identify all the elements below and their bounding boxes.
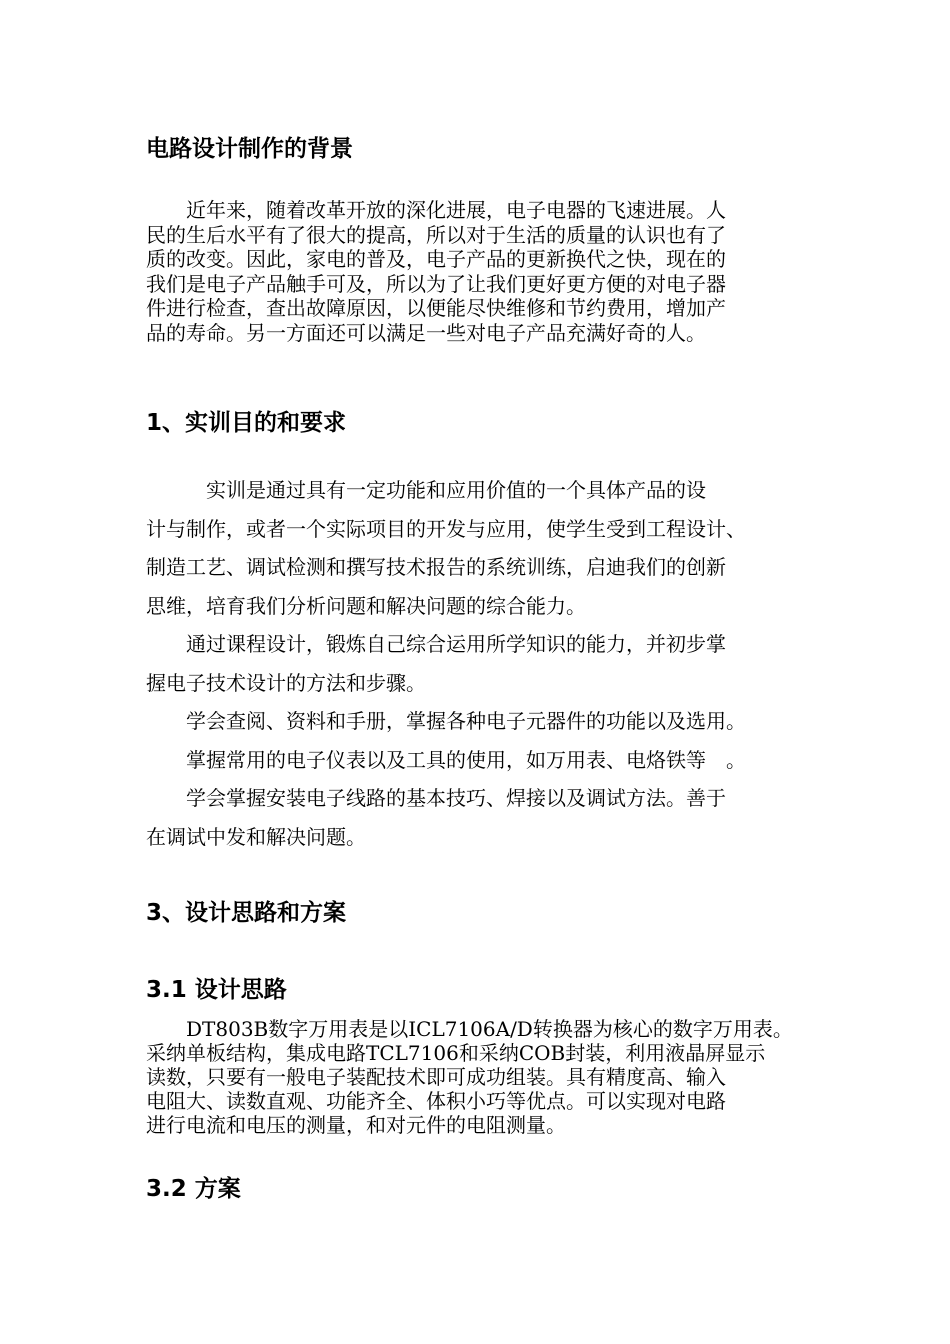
idea-paragraph [146,1017,821,1137]
background-paragraph [146,198,821,345]
goals-line: 计与制作，或者一个实际项目的开发与应用，使学生受到工程设计、 [146,516,746,541]
idea-line: 电阻大、读数直观、功能齐全、体积小巧等优点。可以实现对电路 [146,1089,726,1113]
goals-line: 在调试中发和解决问题。 [146,824,366,849]
goals-line: 掌握常用的电子仪表以及工具的使用，如万用表、电烙铁等 。 [146,747,746,772]
idea-line: 采纳单板结构，集成电路TCL7106和采纳COB封装，利用液晶屏显示 [146,1041,766,1065]
goals-line: 学会查阅、资料和手册，掌握各种电子元器件的功能以及选用。 [146,709,746,733]
goals-paragraph [146,471,821,856]
section-title-goals: 1、实训目的和要求 [146,410,347,436]
subsection-title-idea: 3.1 设计思路 [146,977,287,1003]
background-line: 件进行检查，查出故障原因，以便能尽快维修和节约费用，增加产 [146,296,726,320]
section-title-design: 3、设计思路和方案 [146,900,347,926]
background-line: 我们是电子产品触手可及，所以为了让我们更好更方便的对电子器 [146,271,726,296]
goals-line: 思维，培育我们分析问题和解决问题的综合能力。 [146,593,586,618]
idea-line: 读数，只要有一般电子装配技术即可成功组装。具有精度高、输入 [146,1065,726,1089]
goals-line: 实训是通过具有一定功能和应用价值的一个具体产品的设 [146,478,706,502]
goals-line: 握电子技术设计的方法和步骤。 [146,670,426,695]
background-line: 民的生后水平有了很大的提高，所以对于生活的质量的认识也有了 [146,222,726,247]
subsection-title-plan: 3.2 方案 [146,1176,241,1202]
idea-line: DT803B数字万用表是以ICL7106A/D转换器为核心的数字万用表。 [146,1017,793,1041]
goals-line: 通过课程设计，锻炼自己综合运用所学知识的能力，并初步掌 [146,632,726,656]
section-title-background: 电路设计制作的背景 [146,136,353,162]
background-line: 质的改变。因此，家电的普及，电子产品的更新换代之快，现在的 [146,247,726,271]
idea-line: 进行电流和电压的测量，和对元件的电阻测量。 [146,1113,566,1137]
goals-line: 制造工艺、调试检测和撰写技术报告的系统训练，启迪我们的创新 [146,555,726,579]
background-line: 近年来，随着改革开放的深化进展，电子电器的飞速进展。人 [146,198,726,222]
background-line: 品的寿命。另一方面还可以满足一些对电子产品充满好奇的人。 [146,320,706,345]
goals-line: 学会掌握安装电子线路的基本技巧、焊接以及调试方法。善于 [146,786,726,810]
